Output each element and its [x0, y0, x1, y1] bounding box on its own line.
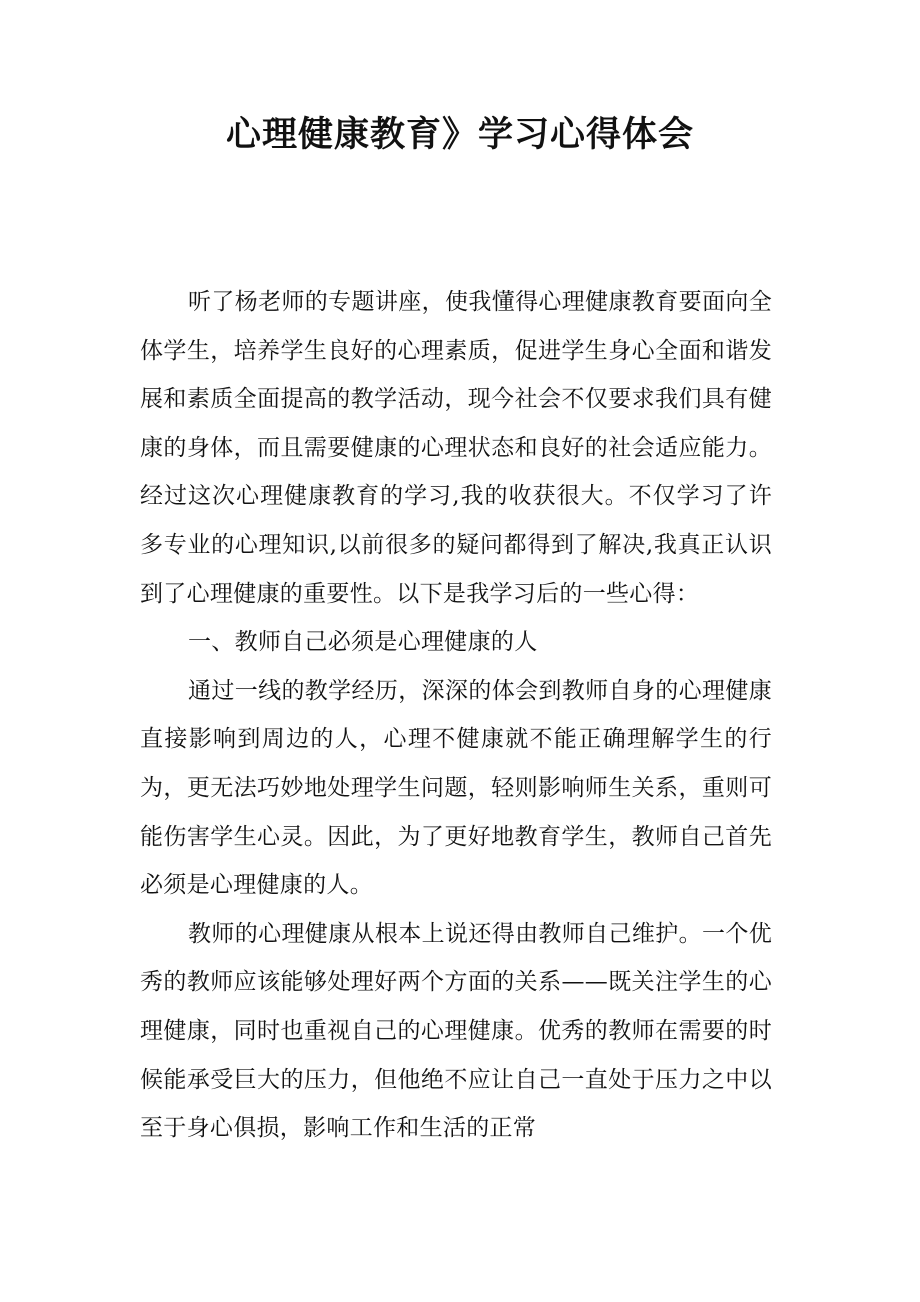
section-heading-1: 一、教师自己必须是心理健康的人 [188, 629, 538, 656]
body-paragraph-experience: 通过一线的教学经历，深深的体会到教师自身的心理健康直接影响到周边的人，心理不健康就不能正确理解学生的行为，更无法巧妙地处理学生问题，轻则影响师生关系，重则可能伤害学生心灵。因此，为了更好地教育学生，教师自己首先必须是心理健康的人。 [140, 677, 772, 899]
body-paragraph-intro: 听了杨老师的专题讲座，使我懂得心理健康教育要面向全体学生，培养学生良好的心理素质，促进学生身心全面和谐发展和素质全面提高的教学活动，现今社会不仅要求我们具有健康的身体，而且需要健康的心理状态和良好的社会适应能力。经过这次心理健康教育的学习,我的收获很大。不仅学习了许多专业的心理知识,以前很多的疑问都得到了解决,我真正认识到了心理健康的重要性。以下是我学习后的一些心得： [140, 289, 772, 607]
body-paragraph-maintenance: 教师的心理健康从根本上说还得由教师自己维护。一个优秀的教师应该能够处理好两个方面的关系——既关注学生的心理健康，同时也重视自己的心理健康。优秀的教师在需要的时候能承受巨大的压力，但他绝不应让自己一直处于压力之中以至于身心俱损，影响工作和生活的正常 [140, 920, 772, 1142]
document-body [140, 278, 772, 1153]
document-title: 心理健康教育》学习心得体会 [225, 114, 694, 155]
